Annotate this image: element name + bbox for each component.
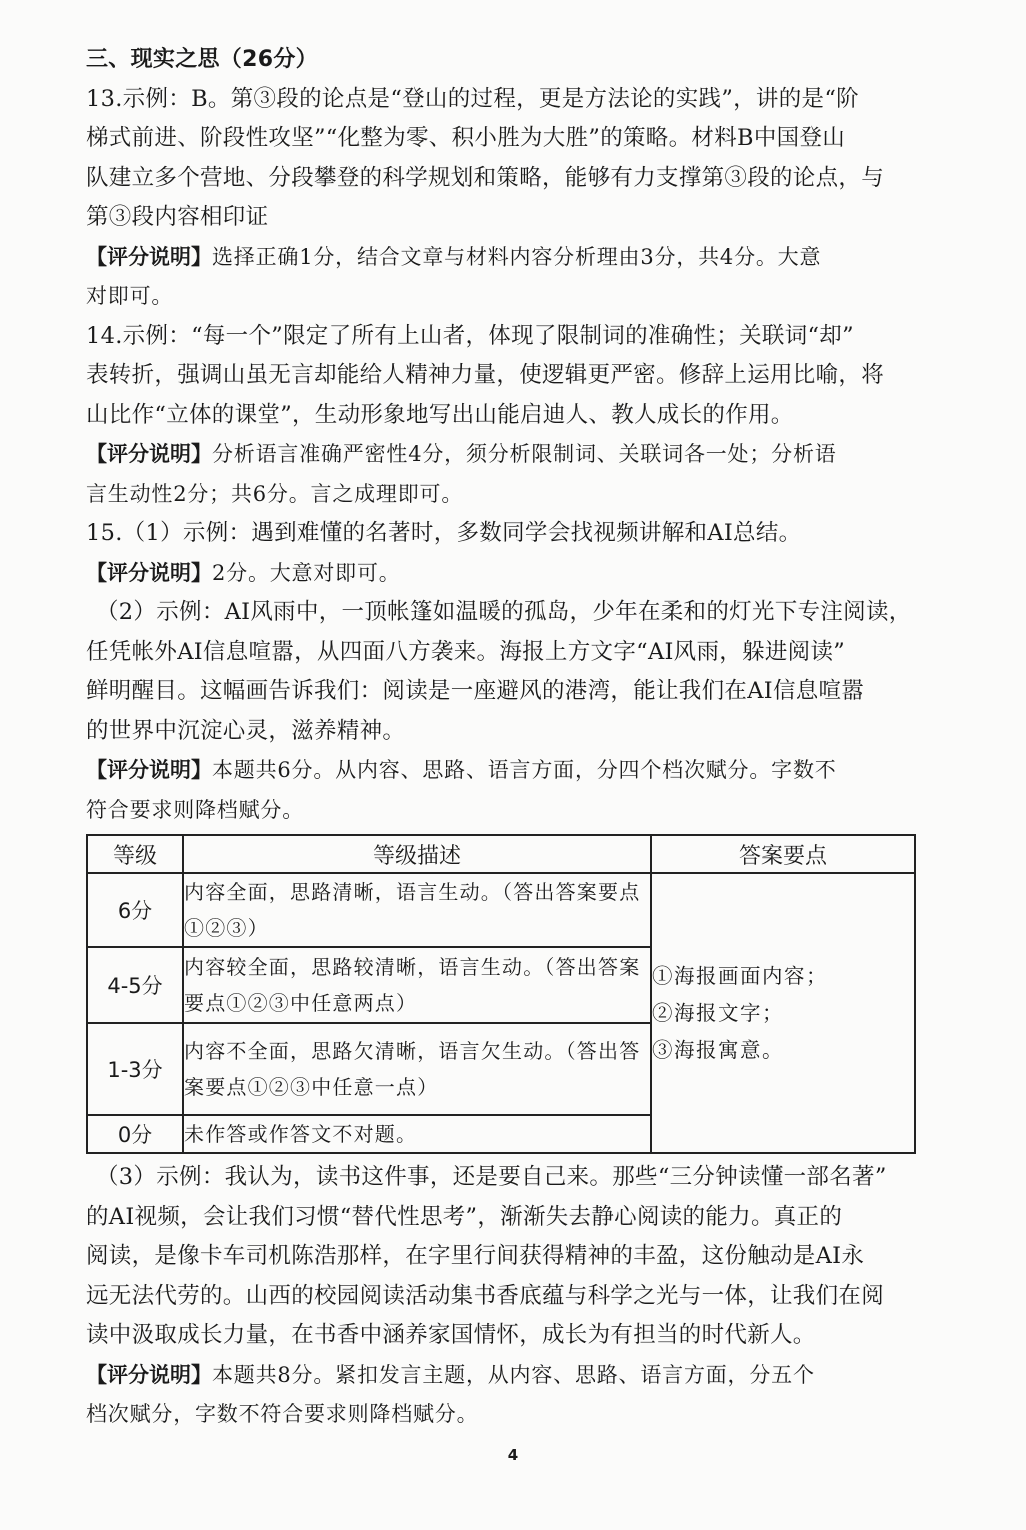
q14-line-2: 表转折，强调山虽无言却能给人精神力量，使逻辑更严密。修辞上运用比喻，将 xyxy=(86,362,885,388)
q15-2-line-4: 的世界中沉淀心灵，滋养精神。 xyxy=(86,717,406,744)
q15-2-note-line-1: 本题共6分。从内容、思路、语言方面，分四个档次赋分。字数不 xyxy=(212,758,837,782)
q13-line-3: 队建立多个营地、分段攀登的科学规划和策略，能够有力支撑第③段的论点，与 xyxy=(86,164,885,191)
header-description: 等级描述 xyxy=(183,835,651,873)
grading-table-header xyxy=(87,835,915,873)
scoring-note-tag: 【评分说明】 xyxy=(86,442,212,466)
section-title: 三、现实之思（26分） xyxy=(86,47,318,72)
q15-1-answer: 15.（1）示例：遇到难懂的名著时，多数同学会找视频讲解和AI总结。 xyxy=(86,520,802,546)
grading-table xyxy=(86,834,916,1154)
q13-line-1: 13.示例：B。第③段的论点是“登山的过程，更是方法论的实践”，讲的是“阶 xyxy=(86,85,859,112)
question-15-2-scoring-note xyxy=(86,751,914,830)
question-13-answer xyxy=(86,80,914,238)
q15-3-note-line-2: 档次赋分，字数不符合要求则降档赋分。 xyxy=(86,1402,479,1426)
q13-line-2: 梯式前进、阶段性攻坚”“化整为零、积小胜为大胜”的策略。材料B中国登山 xyxy=(86,125,846,151)
q15-3-line-4: 远无法代劳的。山西的校园阅读活动集书香底蕴与科学之光与一体，让我们在阅 xyxy=(86,1282,885,1309)
scoring-note-tag: 【评分说明】 xyxy=(86,244,212,269)
answer-points-cell xyxy=(651,873,915,1153)
grade-level: 0分 xyxy=(87,1115,183,1153)
q14-line-3: 山比作“立体的课堂”，生动形象地写出山能启迪人、教人成长的作用。 xyxy=(86,401,794,428)
q14-note-line-1: 分析语言准确严密性4分，须分析限制词、关联词各一处；分析语 xyxy=(212,442,837,466)
question-14-scoring-note xyxy=(86,435,914,514)
answer-point: ③海报寓意。 xyxy=(652,1037,784,1062)
grade-description: 未作答或作答文不对题。 xyxy=(183,1115,651,1153)
question-14-answer xyxy=(86,317,914,436)
grade-description: 内容全面，思路清晰，语言生动。（答出答案要点①②③） xyxy=(183,873,651,947)
q15-3-line-2: 的AI视频，会让我们习惯“替代性思考”，渐渐失去静心阅读的能力。真正的 xyxy=(86,1203,843,1230)
q13-note-line-1: 选择正确1分，结合文章与材料内容分析理由3分，共4分。大意 xyxy=(212,244,822,269)
q15-3-line-5: 读中汲取成长力量，在书香中涵养家国情怀，成长为有担当的时代新人。 xyxy=(86,1322,816,1348)
grade-description: 内容不全面，思路欠清晰，语言欠生动。（答出答案要点①②③中任意一点） xyxy=(183,1023,651,1115)
grade-level: 4-5分 xyxy=(87,947,183,1023)
scoring-note-tag: 【评分说明】 xyxy=(86,560,212,585)
q13-note-line-2: 对即可。 xyxy=(86,284,174,308)
q15-2-line-2: 任凭帐外AI信息喧嚣，从四面八方袭来。海报上方文字“AI风雨，躲进阅读” xyxy=(86,638,846,665)
q15-2-line-1: （2）示例：AI风雨中，一顶帐篷如温暖的孤岛，少年在柔和的灯光下专注阅读， xyxy=(96,599,912,625)
answer-page xyxy=(86,40,914,1435)
header-answer-points: 答案要点 xyxy=(651,835,915,873)
table-row xyxy=(87,873,915,947)
grade-description: 内容较全面，思路较清晰，语言生动。（答出答案要点①②③中任意两点） xyxy=(183,947,651,1023)
grade-level: 1-3分 xyxy=(87,1023,183,1115)
question-15-3-answer xyxy=(86,1158,914,1356)
q15-2-line-3: 鲜明醒目。这幅画告诉我们：阅读是一座避风的港湾，能让我们在AI信息喧嚣 xyxy=(86,678,865,704)
scoring-note-tag: 【评分说明】 xyxy=(86,758,212,782)
q15-3-note-line-1: 本题共8分。紧扣发言主题，从内容、思路、语言方面，分五个 xyxy=(212,1362,815,1387)
answer-point: ①海报画面内容； xyxy=(652,963,828,988)
q15-1-note: 2分。大意对即可。 xyxy=(212,560,401,585)
question-15-3-scoring-note xyxy=(86,1356,914,1435)
q15-3-line-3: 阅读，是像卡车司机陈浩那样，在字里行间获得精神的丰盈，这份触动是AI永 xyxy=(86,1243,865,1269)
q15-3-line-1: （3）示例：我认为，读书这件事，还是要自己来。那些“三分钟读懂一部名著” xyxy=(96,1164,887,1190)
question-15-1-scoring-note xyxy=(86,554,914,594)
scoring-note-tag: 【评分说明】 xyxy=(86,1362,212,1387)
header-level: 等级 xyxy=(87,835,183,873)
grade-level: 6分 xyxy=(87,873,183,947)
question-15-2-answer xyxy=(86,593,914,751)
answer-point: ②海报文字； xyxy=(652,1000,784,1025)
q15-2-note-line-2: 符合要求则降档赋分。 xyxy=(86,797,304,822)
q13-line-4: 第③段内容相印证 xyxy=(86,204,269,230)
q14-note-line-2: 言生动性2分；共6分。言之成理即可。 xyxy=(86,481,464,506)
question-13-scoring-note xyxy=(86,238,914,317)
page-number: 4 xyxy=(507,1446,519,1464)
q14-line-1: 14.示例：“每一个”限定了所有上山者，体现了限制词的准确性；关联词“却” xyxy=(86,322,854,349)
